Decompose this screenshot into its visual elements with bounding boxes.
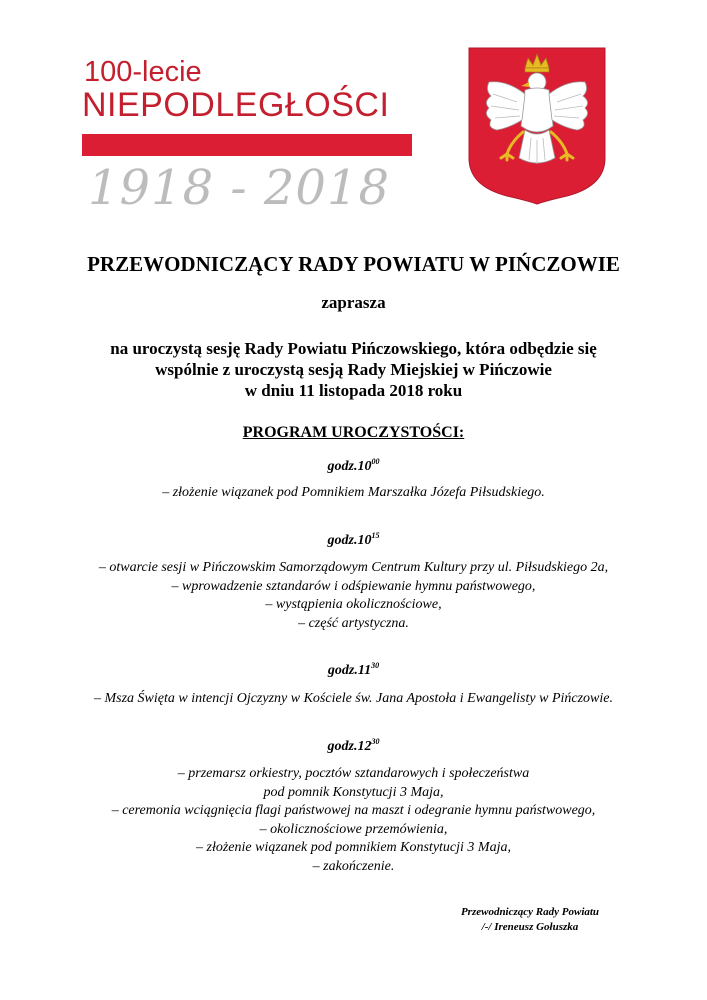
program-item: – zakończenie. (312, 858, 395, 874)
program-heading: PROGRAM UROCZYSTOŚCI: (242, 424, 465, 441)
time-minutes: 30 (371, 737, 380, 746)
logo-line1: 100-lecie (84, 56, 202, 88)
program-items (0, 559, 707, 633)
independence-centenary-logo (82, 48, 412, 216)
program-time (0, 737, 707, 755)
signature-block (420, 905, 640, 935)
program-time (0, 457, 707, 475)
program-items (0, 484, 707, 503)
program-item: – złożenie wiązanek pod Pomnikiem Marszałka Józefa Piłsudskiego. (162, 485, 545, 500)
program-time (0, 661, 707, 679)
time-hour: godz.10 (327, 459, 372, 474)
program-item: – wprowadzenie sztandarów i odśpiewanie hymnu państwowego, (171, 578, 536, 594)
logo-line2: NIEPODLEGŁOŚCI (82, 86, 390, 124)
time-minutes: 30 (371, 661, 380, 670)
logo-years: 1918 - 2018 (88, 160, 391, 216)
program-item: – przemarsz orkiestry, pocztów sztandarowych i społeczeństwa (177, 766, 530, 781)
invites-text: zaprasza (321, 293, 386, 312)
signature-name: /-/ Ireneusz Gołuszka (481, 921, 579, 933)
time-hour: godz.12 (327, 739, 372, 754)
logo-red-bar (82, 134, 412, 156)
time-minutes: 15 (371, 531, 380, 540)
time-hour: godz.11 (327, 663, 372, 678)
page-title: PRZEWODNICZĄCY RADY POWIATU W PIŃCZOWIE (87, 252, 620, 276)
polish-eagle-emblem-icon (467, 46, 607, 206)
time-hour: godz.10 (327, 533, 372, 548)
program-item: – wystąpienia okolicznościowe, (265, 597, 442, 612)
time-minutes: 00 (371, 457, 380, 466)
program-item: – otwarcie sesji w Pińczowskim Samorządowym Centrum Kultury przy ul. Piłsudskiego 2a, (98, 560, 609, 575)
program-time (0, 531, 707, 549)
program-items (0, 690, 707, 709)
invitation-intro (0, 338, 707, 401)
program-item: – ceremonia wciągnięcia flagi państwowej na maszt i odegranie hymnu państwowego, (111, 803, 596, 818)
signature-role: Przewodniczący Rady Powiatu (460, 906, 600, 918)
program-item: – okolicznościowe przemówienia, (259, 821, 448, 837)
intro-line: wspólnie z uroczystą sesją Rady Miejskiej w Pińczowie (155, 360, 552, 379)
program-item: – złożenie wiązanek pod pomnikiem Konstytucji 3 Maja, (196, 840, 511, 855)
program-items (0, 765, 707, 876)
program-item: – część artystyczna. (298, 615, 409, 631)
intro-line: w dniu 11 listopada 2018 roku (244, 381, 463, 400)
intro-line: na uroczystą sesję Rady Powiatu Pińczowskiego, która odbędzie się (110, 339, 597, 358)
program-item: – Msza Święta w intencji Ojczyzny w Kościele św. Jana Apostoła i Ewangelisty w Pińczowie. (94, 691, 613, 706)
program-item: pod pomnik Konstytucji 3 Maja, (263, 784, 444, 800)
